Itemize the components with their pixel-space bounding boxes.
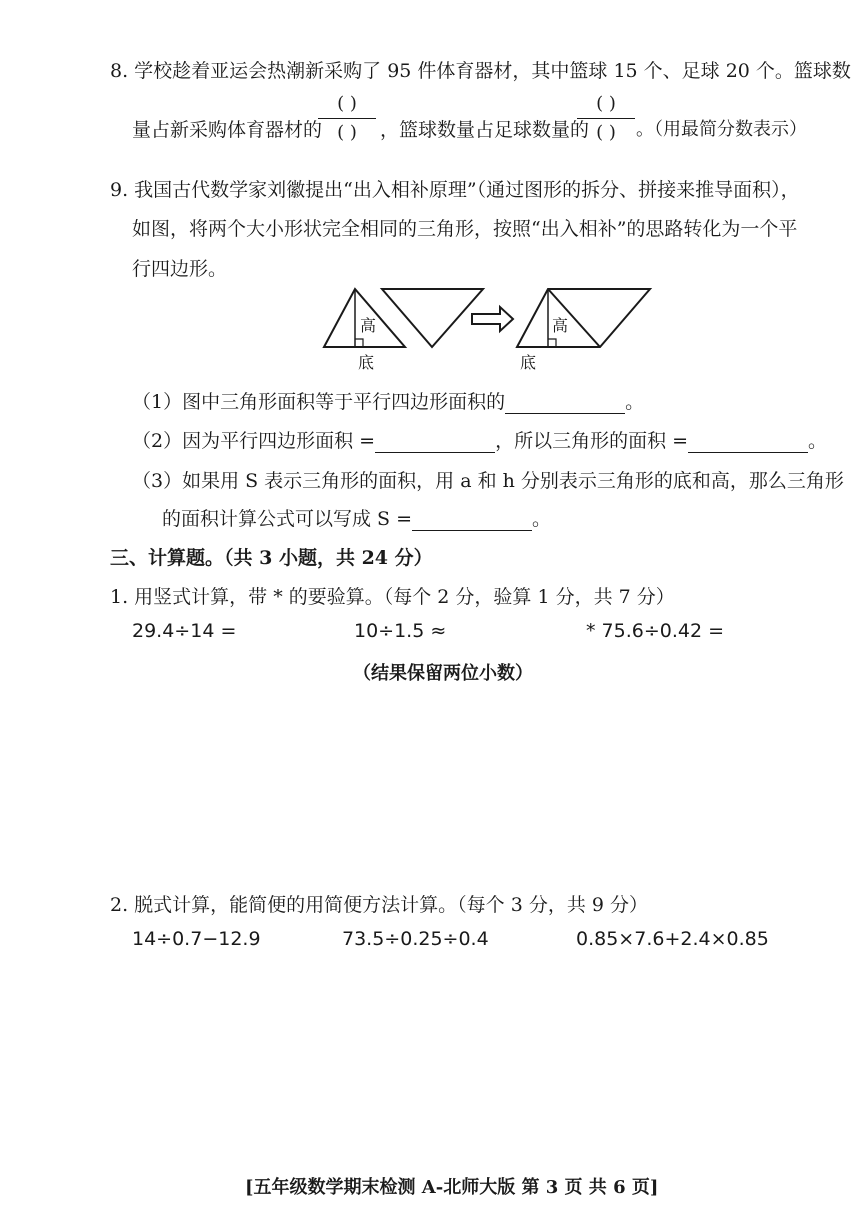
q8-fraction-blank-1[interactable]: ( ) ( ) bbox=[318, 92, 376, 145]
calc-q2-item-2: 73.5÷0.25÷0.4 bbox=[342, 928, 489, 950]
answer-blank-2[interactable] bbox=[375, 430, 495, 453]
right-angle-right bbox=[548, 339, 556, 347]
q8-line1: 8. 学校趁着亚运会热潮新采购了 95 件体育器材，其中篮球 15 个、足球 20 个。篮球数 bbox=[110, 60, 851, 82]
fig-height-label-left: 高 bbox=[360, 316, 377, 335]
section-3-title: 三、计算题。（共 3 小题，共 24 分） bbox=[110, 547, 433, 569]
q9-sub1: （1）图中三角形面积等于平行四边形面积的 。 bbox=[132, 391, 645, 413]
q9-line1: 9. 我国古代数学家刘徽提出“出入相补原理”（通过图形的拆分、拼接来推导面积）， bbox=[110, 179, 800, 201]
q9-figure bbox=[0, 283, 867, 373]
q8-line2-c: 。（用最简分数表示） bbox=[636, 119, 807, 140]
calc-q1-item-1: 29.4÷14 = bbox=[132, 620, 237, 642]
q9-sub2: （2）因为平行四边形面积 = ，所以三角形的面积 = 。 bbox=[132, 430, 828, 452]
q9-line3: 行四边形。 bbox=[132, 258, 228, 280]
calc-q2-answer-area[interactable] bbox=[110, 965, 810, 1145]
parallelogram bbox=[517, 289, 650, 347]
q8-line2-a: 量占新采购体育器材的 bbox=[132, 119, 323, 141]
right-angle-left bbox=[355, 339, 363, 347]
q9-sub3-line1: （3）如果用 S 表示三角形的面积，用 a 和 h 分别表示三角形的底和高，那么三角形 bbox=[132, 470, 844, 492]
q9-line2: 如图，将两个大小形状完全相同的三角形，按照“出入相补”的思路转化为一个平 bbox=[132, 218, 798, 240]
calc-q1-answer-area[interactable] bbox=[110, 695, 810, 875]
fig-base-label-left: 底 bbox=[358, 353, 375, 372]
answer-blank-3[interactable] bbox=[688, 430, 808, 453]
q9-sub3-line2: 的面积计算公式可以写成 S = 。 bbox=[162, 508, 552, 530]
arrow-icon bbox=[472, 307, 513, 331]
fig-base-label-right: 底 bbox=[520, 353, 537, 372]
calc-q1-title: 1. 用竖式计算，带 * 的要验算。（每个 2 分，验算 1 分，共 7 分） bbox=[110, 586, 675, 608]
q8-fraction-blank-2[interactable]: ( ) ( ) bbox=[577, 92, 635, 145]
calc-q1-item-3: * 75.6÷0.42 = bbox=[586, 620, 725, 642]
calc-q2-item-3: 0.85×7.6+2.4×0.85 bbox=[576, 928, 769, 950]
calc-q1-item-2: 10÷1.5 ≈ bbox=[354, 620, 447, 642]
fig-height-label-right: 高 bbox=[552, 316, 569, 335]
calc-q2-item-1: 14÷0.7−12.9 bbox=[132, 928, 261, 950]
answer-blank-4[interactable] bbox=[412, 508, 532, 531]
q8-line2-b: ，篮球数量占足球数量的 bbox=[380, 119, 590, 141]
answer-blank-1[interactable] bbox=[505, 391, 625, 414]
page-footer: [五年级数学期末检测 A-北师大版 第 3 页 共 6 页] bbox=[245, 1177, 659, 1198]
calc-q2-title: 2. 脱式计算，能简便的用简便方法计算。（每个 3 分，共 9 分） bbox=[110, 894, 649, 916]
calc-q1-note: （结果保留两位小数） bbox=[353, 663, 533, 684]
